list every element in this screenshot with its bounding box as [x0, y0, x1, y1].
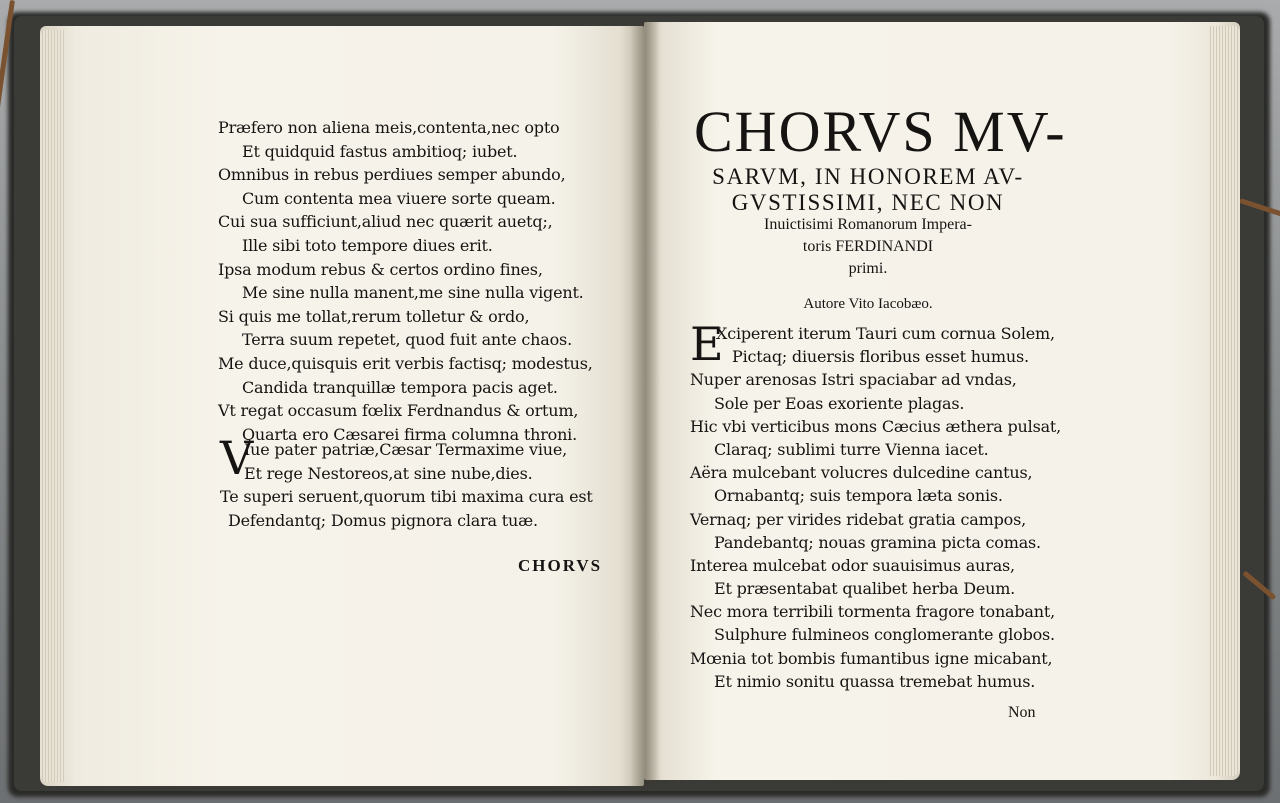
verse-line: Præfero non aliena meis,contenta,nec opto [218, 118, 560, 137]
verse-line: Candida tranquillæ tempora pacis aget. [242, 377, 558, 397]
catchword-right: Non [1008, 704, 1036, 721]
title-line-6: primi. [848, 260, 888, 277]
verse-line: Quarta ero Cæsarei firma columna throni. [242, 424, 577, 444]
title-line-5: toris FERDINANDI [802, 238, 934, 255]
verse-line: Hic vbi verticibus mons Cæcius æthera pulsat, [690, 416, 1062, 436]
verse-line: Si quis me tollat,rerum tolletur & ordo, [218, 306, 530, 326]
verse-line: Et quidquid fastus ambitioq; iubet. [242, 141, 518, 161]
title-line-4: Inuictisimi Romanorum Impera- [764, 216, 972, 233]
left-stanza-1 [218, 116, 608, 446]
verse-line: Ornabantq; suis tempora læta sonis. [714, 486, 1003, 506]
verse-line: Pandebantq; nouas gramina picta comas. [714, 532, 1041, 552]
author-line: Autore Vito Iacobæo. [803, 296, 933, 312]
right-verse [690, 317, 1130, 693]
verse-line: Et præsentabat qualibet herba Deum. [714, 579, 1016, 599]
verse-line: Terra suum repetet, quod fuit ante chaos. [242, 330, 572, 350]
verse-line: Defendantq; Domus pignora clara tuæ. [228, 510, 538, 530]
verse-line: Nec mora terribili tormenta fragore tonabant, [690, 602, 1055, 622]
drop-cap-letter: E [690, 317, 724, 371]
verse-line: Pictaq; diuersis floribus esset humus. [732, 347, 1029, 367]
verse-line: Cum contenta mea viuere sorte queam. [242, 188, 556, 208]
left-page [40, 26, 644, 786]
page-edges-right [1208, 26, 1240, 776]
verse-line: Ipsa modum rebus & certos ordino fines, [218, 259, 543, 279]
title-line-3: GVSTISSIMI, NEC NON [731, 190, 1005, 215]
verse-line: Nuper arenosas Istri spaciabar ad vndas, [690, 370, 1017, 390]
verse-line: Ille sibi toto tempore diues erit. [242, 235, 493, 255]
verse-line: Vt regat occasum fœlix Ferdnandus & ortum, [218, 401, 579, 421]
drop-cap-letter: V [220, 431, 254, 485]
verse-line: Claraq; sublimi turre Vienna iacet. [714, 439, 989, 459]
verse-line: Et rege Nestoreos,at sine nube,dies. [244, 463, 533, 483]
verse-line: Sole per Eoas exoriente plagas. [714, 393, 965, 413]
verse-line: Interea mulcebat odor suauisimus auras, [690, 555, 1015, 575]
verse-line: Sulphure fulmineos conglomerante globos. [714, 625, 1055, 645]
verse-line: Vernaq; per virides ridebat gratia campos, [690, 509, 1026, 529]
verse-line: Te superi seruent,quorum tibi maxima cura est [220, 487, 593, 507]
verse-line: Et nimio sonitu quassa tremebat humus. [714, 671, 1036, 691]
book-gutter [630, 22, 660, 786]
verse-line: Xciperent iterum Tauri cum cornua Solem, [716, 324, 1055, 343]
catchword-left: CHORVS [518, 556, 603, 575]
page-edges-left [40, 30, 66, 782]
title-line-2: SARVM, IN HONOREM AV- [712, 164, 1024, 189]
verse-line: Omnibus in rebus perdiues semper abundo, [218, 165, 566, 185]
verse-line: Mœnia tot bombis fumantibus igne micabant, [690, 648, 1053, 668]
verse-line: Me sine nulla manent,me sine nulla vigent. [242, 283, 584, 303]
right-page [644, 22, 1240, 780]
title-line-1: CHORVS MV- [694, 99, 1067, 164]
verse-line: Iue pater patriæ,Cæsar Termaxime viue, [244, 440, 568, 459]
verse-line: Me duce,quisquis erit verbis factisq; modestus, [218, 353, 593, 373]
verse-line: Aëra mulcebant volucres dulcedine cantus, [690, 463, 1033, 483]
verse-line: Cui sua sufficiunt,aliud nec quærit auetq;, [218, 212, 553, 232]
